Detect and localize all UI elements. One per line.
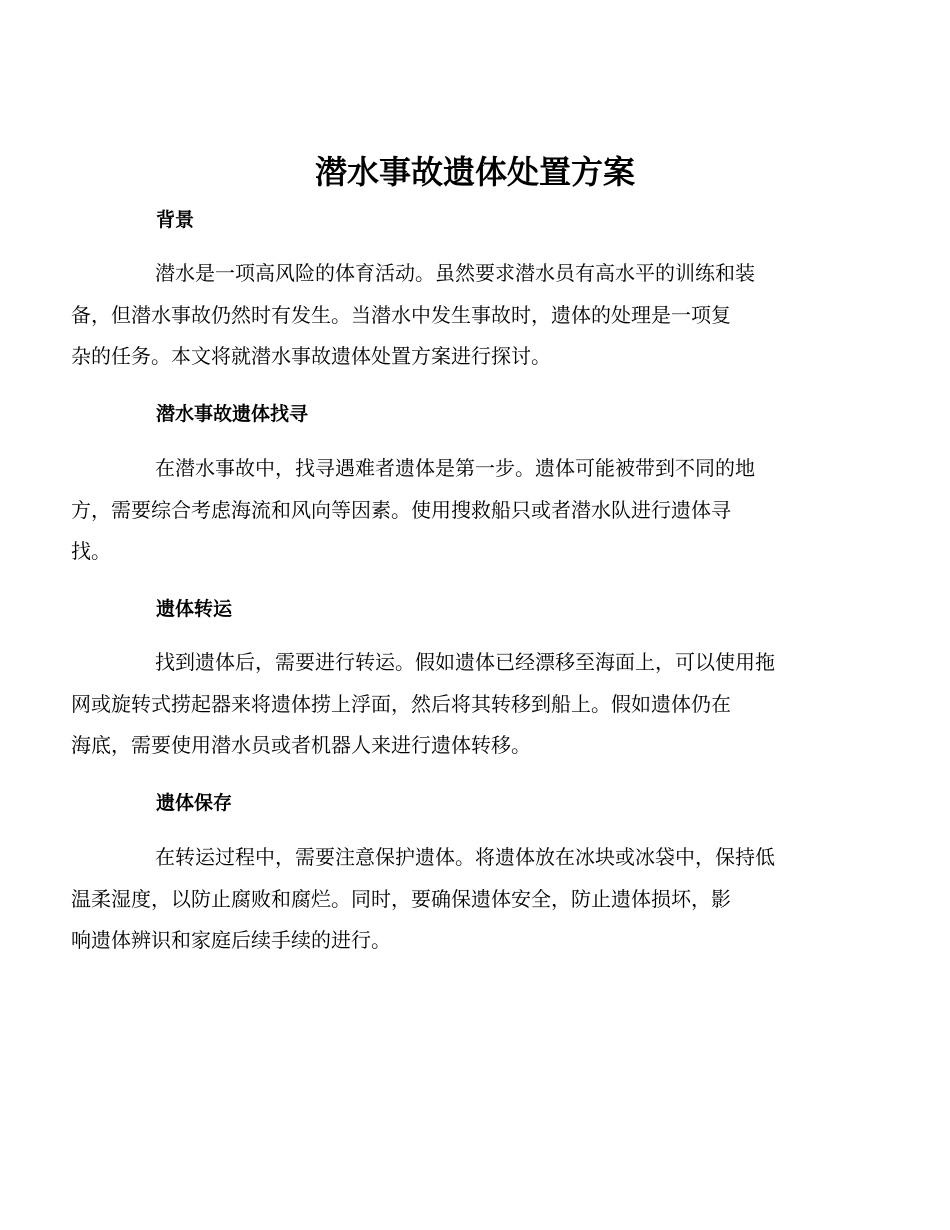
paragraph-line: 网或旋转式捞起器来将遗体捞上浮面，然后将其转移到船上。假如遗体仍在 [71, 691, 731, 716]
paragraph-line: 方，需要综合考虑海流和风向等因素。使用搜救船只或者潜水队进行遗体寻 [71, 497, 731, 522]
paragraph-line: 找到遗体后，需要进行转运。假如遗体已经漂移至海面上，可以使用拖 [155, 650, 775, 674]
document-title: 潜水事故遗体处置方案 [314, 153, 635, 191]
paragraph-line: 找。 [71, 539, 111, 563]
section-paragraph-body-search [71, 448, 833, 573]
section-heading-body-preservation: 遗体保存 [156, 792, 233, 814]
paragraph-line: 潜水是一项高风险的体育活动。虽然要求潜水员有高水平的训练和装 [155, 261, 755, 285]
paragraph-line: 在转运过程中，需要注意保护遗体。将遗体放在冰块或冰袋中，保持低 [155, 845, 775, 869]
section-paragraph-body-preservation [71, 837, 833, 962]
paragraph-line: 备，但潜水事故仍然时有发生。当潜水中发生事故时，遗体的处理是一项复 [71, 302, 731, 327]
section-paragraph-background [71, 253, 833, 378]
section-heading-body-search: 潜水事故遗体找寻 [156, 403, 309, 425]
paragraph-line: 响遗体辨识和家庭后续手续的进行。 [71, 928, 391, 952]
section-paragraph-body-transport [71, 642, 833, 767]
section-heading-background: 背景 [156, 209, 195, 231]
paragraph-line: 海底，需要使用潜水员或者机器人来进行遗体转移。 [71, 733, 531, 757]
section-heading-body-transport: 遗体转运 [156, 598, 233, 620]
paragraph-line: 温柔湿度，以防止腐败和腐烂。同时，要确保遗体安全，防止遗体损坏，影 [71, 886, 731, 911]
paragraph-line: 杂的任务。本文将就潜水事故遗体处置方案进行探讨。 [71, 344, 551, 368]
paragraph-line: 在潜水事故中，找寻遇难者遗体是第一步。遗体可能被带到不同的地 [155, 456, 755, 480]
